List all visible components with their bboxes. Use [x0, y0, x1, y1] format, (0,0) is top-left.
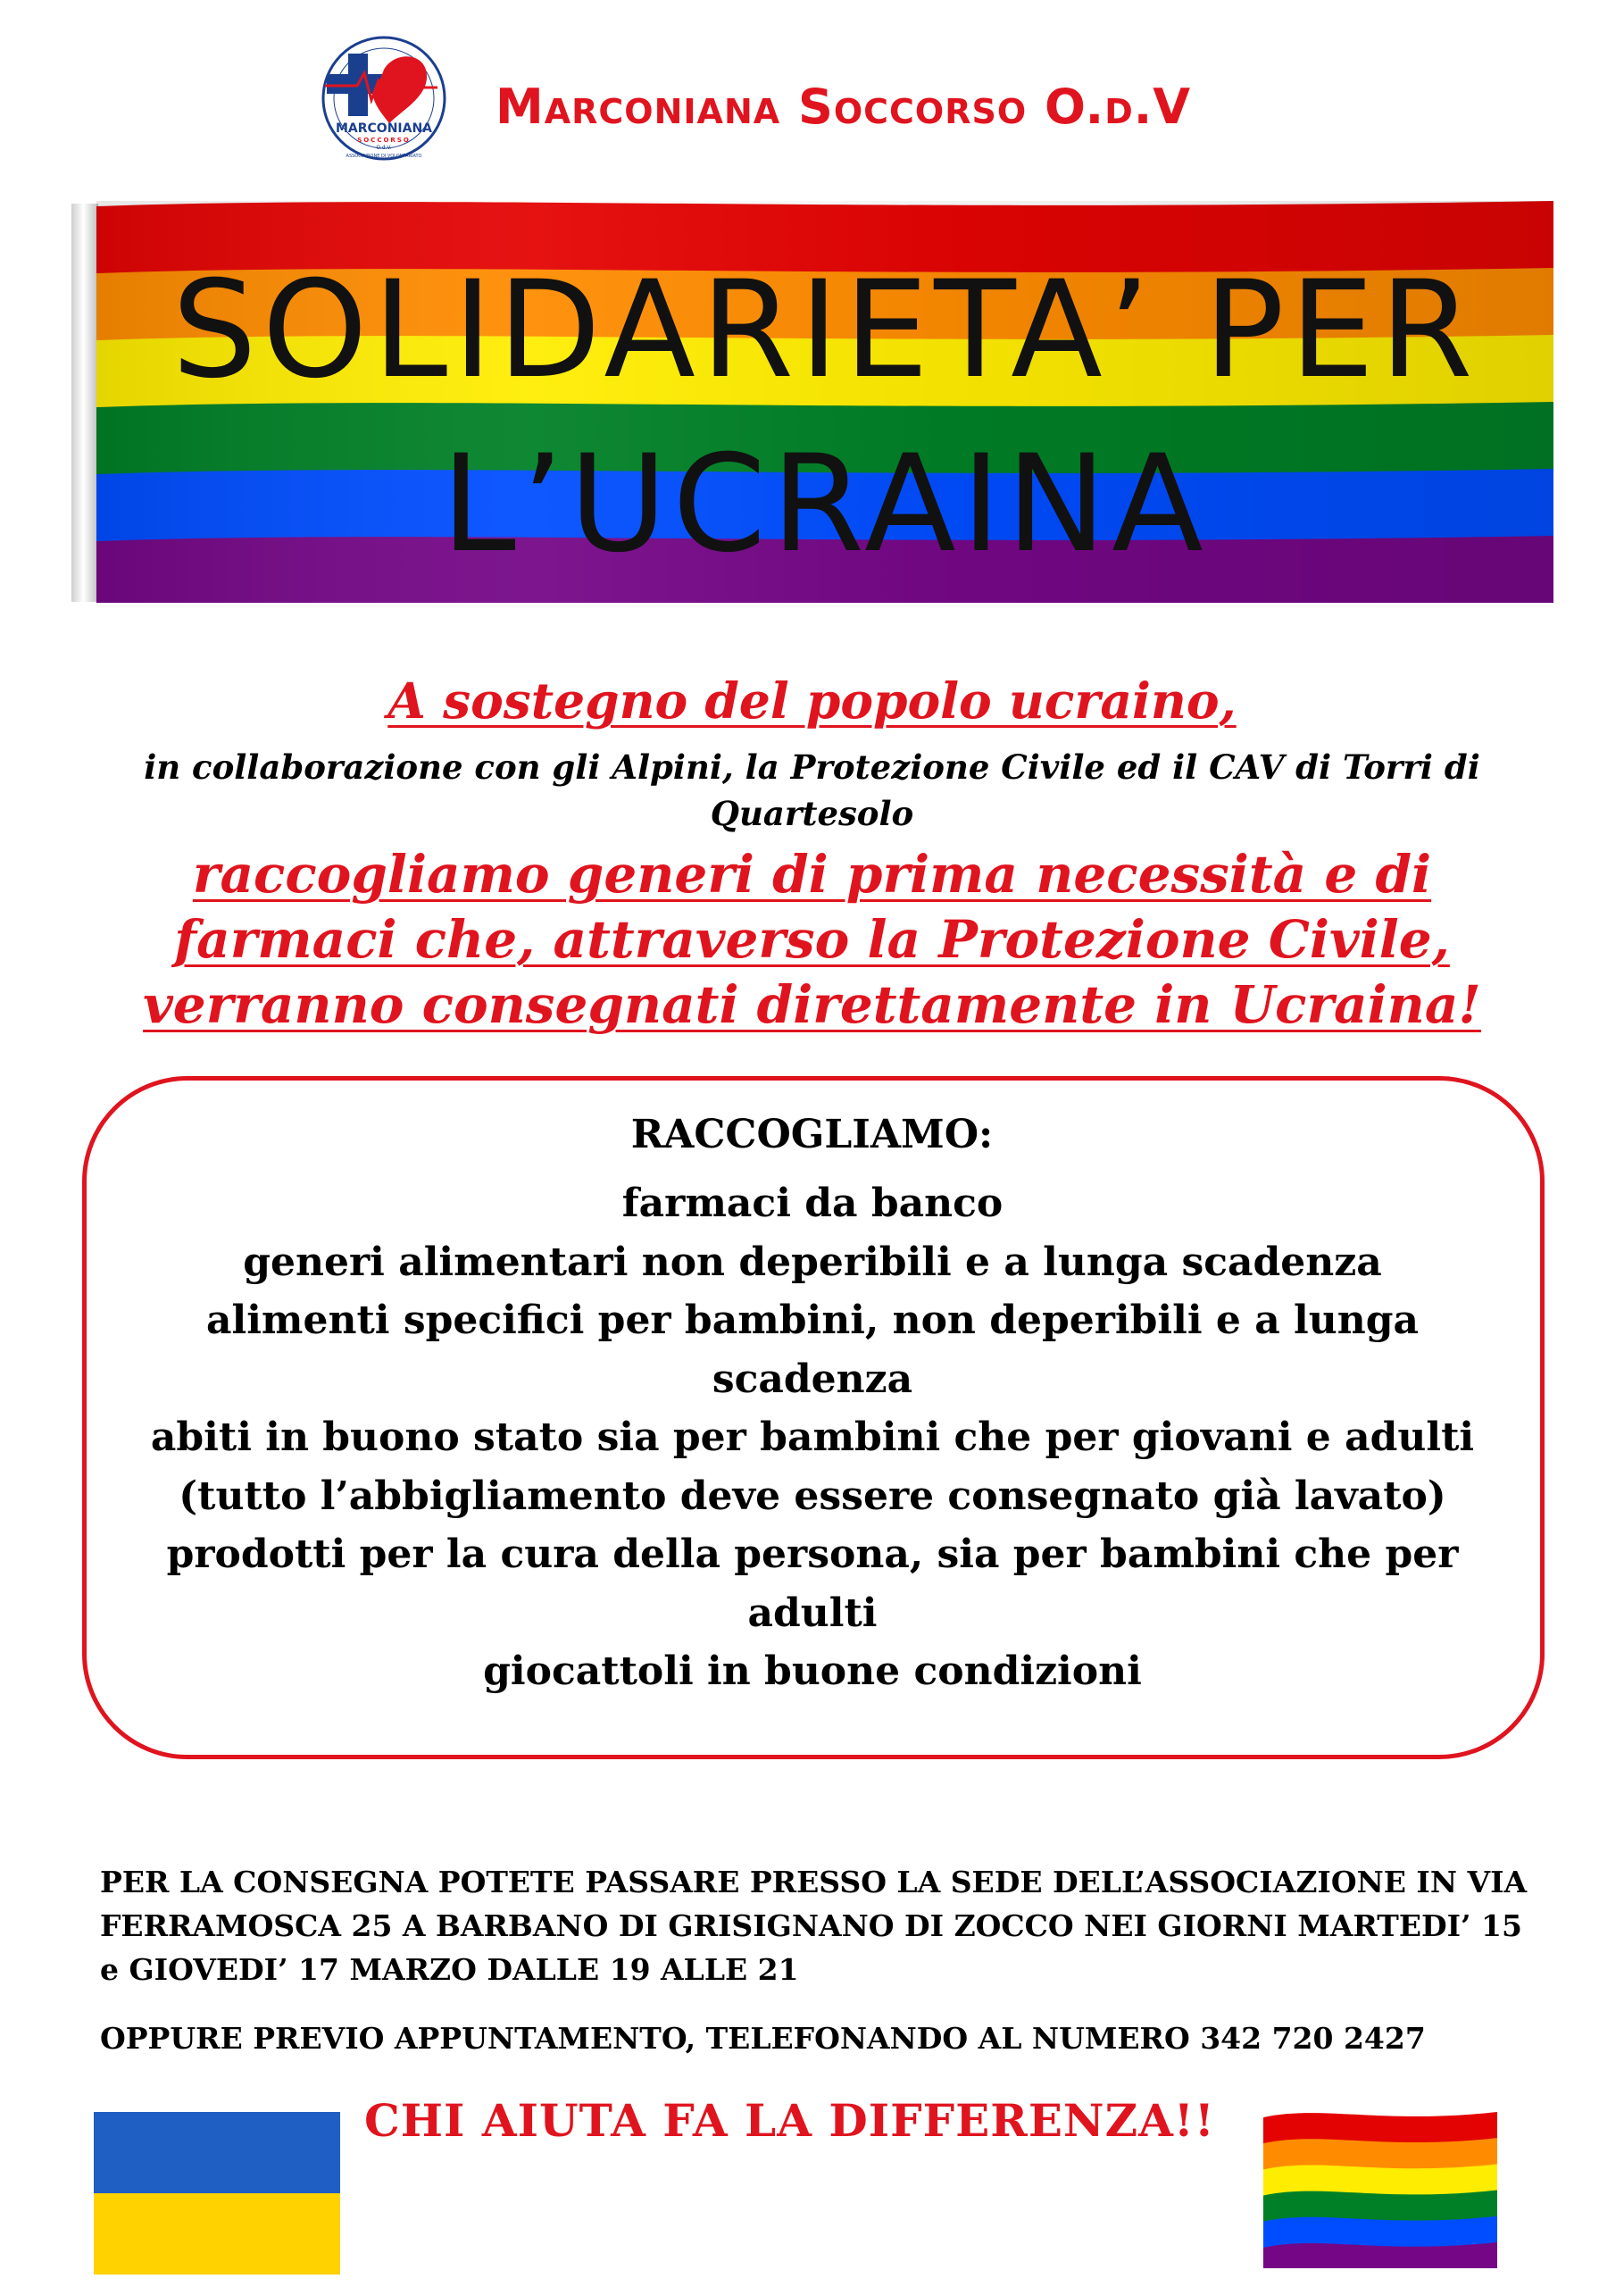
rainbow-flag-small [1263, 2112, 1497, 2268]
collection-item: generi alimentari non deperibili e a lunga scadenza [243, 1239, 1382, 1285]
logo-ring-text: ASSOCIAZIONE DI VOLONTARIATO [346, 154, 422, 159]
logo-small-text: O.d.V. [376, 145, 392, 151]
collection-item: prodotti per la cura della persona, sia per bambini che per adulti [166, 1532, 1459, 1636]
collection-item: abiti in buono stato sia per bambini che per giovani e adulti [150, 1415, 1475, 1460]
ukraine-flag [94, 2112, 340, 2274]
intro-collect: raccogliamo generi di prima necessità e di farmaci che, attraverso la Protezione Civile, verranno consegnati direttamente in Ucraina! [143, 844, 1481, 1035]
intro-lead: A sostegno del popolo ucraino, [387, 672, 1237, 730]
intro-collaboration: in collaborazione con gli Alpini, la Protezione Civile ed il CAV di Torri di Quartesolo [144, 747, 1480, 833]
logo-text: MARCONIANA [335, 121, 433, 136]
collection-item: (tutto l’abbigliamento deve essere consegnato già lavato) [179, 1473, 1446, 1519]
ukraine-flag-yellow [94, 2193, 340, 2274]
flag-stripe [1263, 2242, 1497, 2268]
collection-title: RACCOGLIAMO: [630, 1112, 994, 1157]
banner-title [96, 244, 1553, 592]
slogan: CHI AIUTA FA LA DIFFERENZA!! [364, 2094, 1215, 2147]
collection-item: giocattoli in buone condizioni [483, 1648, 1142, 1694]
banner-title-line1: SOLIDARIETA’ PER [171, 253, 1478, 408]
ukraine-flag-blue [94, 2112, 340, 2193]
collection-list [125, 1174, 1500, 1701]
appointment-info: OPPURE PREVIO APPUNTAMENTO, TELEFONANDO AL NUMERO 342 720 2427 [100, 2021, 1426, 2056]
organization-name: Marconiana Soccorso O.d.V [496, 79, 1192, 135]
delivery-info: PER LA CONSEGNA POTETE PASSARE PRESSO LA SEDE DELL’ASSOCIAZIONE IN VIA FERRAMOSCA 25 A BARBANO DI GRISIGNANO DI ZOCCO NEI GIORNI MARTEDI’ 15 e GIOVEDI’ 17 MARZO DALLE 19 ALLE 21 [100, 1865, 1528, 1987]
rainbow-banner [96, 201, 1553, 603]
flag-pole [71, 204, 98, 602]
collection-item: farmaci da banco [621, 1181, 1004, 1226]
collection-item: alimenti specifici per bambini, non deperibili e a lunga scadenza [205, 1298, 1419, 1402]
banner-title-line2: L’UCRAINA [441, 427, 1209, 582]
logo-subtext: SOCCORSO [357, 137, 411, 144]
association-logo [312, 34, 455, 163]
